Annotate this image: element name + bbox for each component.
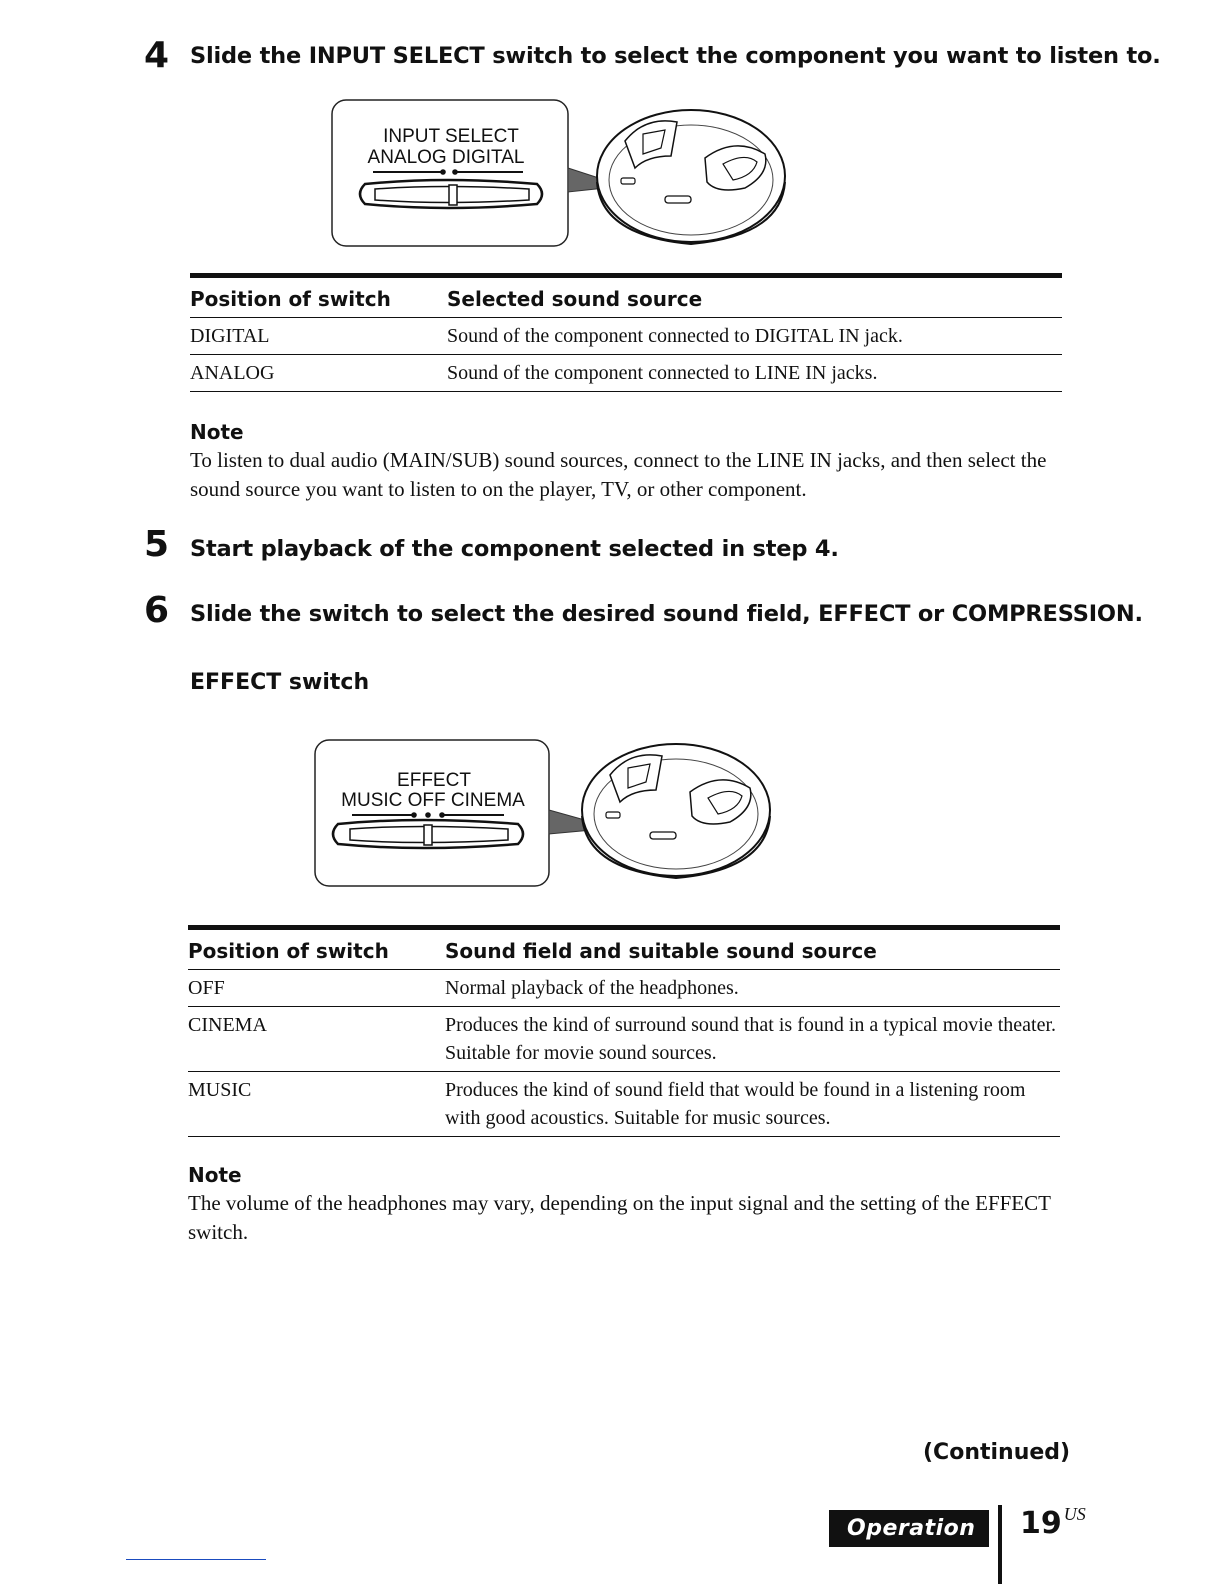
note-body: The volume of the headphones may vary, depending on the input signal and the setting of the EFFECT switch. — [188, 1191, 1051, 1244]
table-row — [190, 318, 1062, 355]
description-cell: Sound of the component connected to DIGITAL IN jack. — [447, 318, 1062, 355]
table-row — [188, 1072, 1060, 1137]
page-number-suffix: US — [1063, 1504, 1086, 1524]
column-header-position: Position of switch — [188, 928, 445, 970]
input-select-table — [190, 273, 1062, 392]
effect-switch-heading: EFFECT switch — [190, 670, 370, 695]
column-header-sound-field: Sound field and suitable sound source — [445, 928, 1060, 970]
step-4-instruction: Slide the INPUT SELECT switch to select the component you want to listen to. — [190, 43, 1161, 69]
step-6-instruction: Slide the switch to select the desired sound field, EFFECT or COMPRESSION. — [190, 601, 1143, 627]
note-title: Note — [188, 1163, 242, 1187]
table-row — [190, 355, 1062, 392]
input-select-label: INPUT SELECT — [383, 126, 519, 147]
note-title: Note — [190, 420, 244, 444]
table-header-row — [190, 276, 1062, 318]
description-cell: Produces the kind of surround sound that is found in a typical movie theater. Suitable for movie sound sources. — [445, 1007, 1060, 1072]
section-tab-operation: Operation — [829, 1510, 989, 1547]
page-number — [1020, 1506, 1086, 1541]
effect-label: EFFECT — [397, 770, 471, 791]
description-cell: Produces the kind of sound field that would be found in a listening room with good acoustics. Suitable for music sources. — [445, 1072, 1060, 1137]
effect-switch-illustration — [308, 736, 788, 896]
effect-table — [188, 925, 1060, 1137]
step-number-6: 6 — [144, 590, 170, 631]
table-header-row — [188, 928, 1060, 970]
switch-position-cell: OFF — [188, 970, 445, 1007]
table-row — [188, 1007, 1060, 1072]
description-cell: Sound of the component connected to LINE IN jacks. — [447, 355, 1062, 392]
switch-position-cell: CINEMA — [188, 1007, 445, 1072]
column-header-position: Position of switch — [190, 276, 447, 318]
switch-position-cell: ANALOG — [190, 355, 447, 392]
continued-label: (Continued) — [923, 1440, 1071, 1465]
description-cell: Normal playback of the headphones. — [445, 970, 1060, 1007]
switch-position-cell: DIGITAL — [190, 318, 447, 355]
music-off-cinema-label: MUSIC OFF CINEMA — [341, 790, 525, 811]
input-select-illustration — [325, 96, 805, 256]
footer-rule — [126, 1559, 266, 1560]
analog-digital-label: ANALOG DIGITAL — [367, 147, 525, 168]
column-header-source: Selected sound source — [447, 276, 1062, 318]
step-number-5: 5 — [144, 524, 170, 565]
step-5-instruction: Start playback of the component selected in step 4. — [190, 536, 839, 562]
page-divider — [998, 1505, 1002, 1584]
page-number-value: 19 — [1020, 1506, 1062, 1541]
step-number-4: 4 — [144, 35, 170, 76]
switch-position-cell: MUSIC — [188, 1072, 445, 1137]
table-row — [188, 970, 1060, 1007]
note-body: To listen to dual audio (MAIN/SUB) sound sources, connect to the LINE IN jacks, and then select the sound source you want to listen to on the player, TV, or other component. — [190, 448, 1047, 501]
